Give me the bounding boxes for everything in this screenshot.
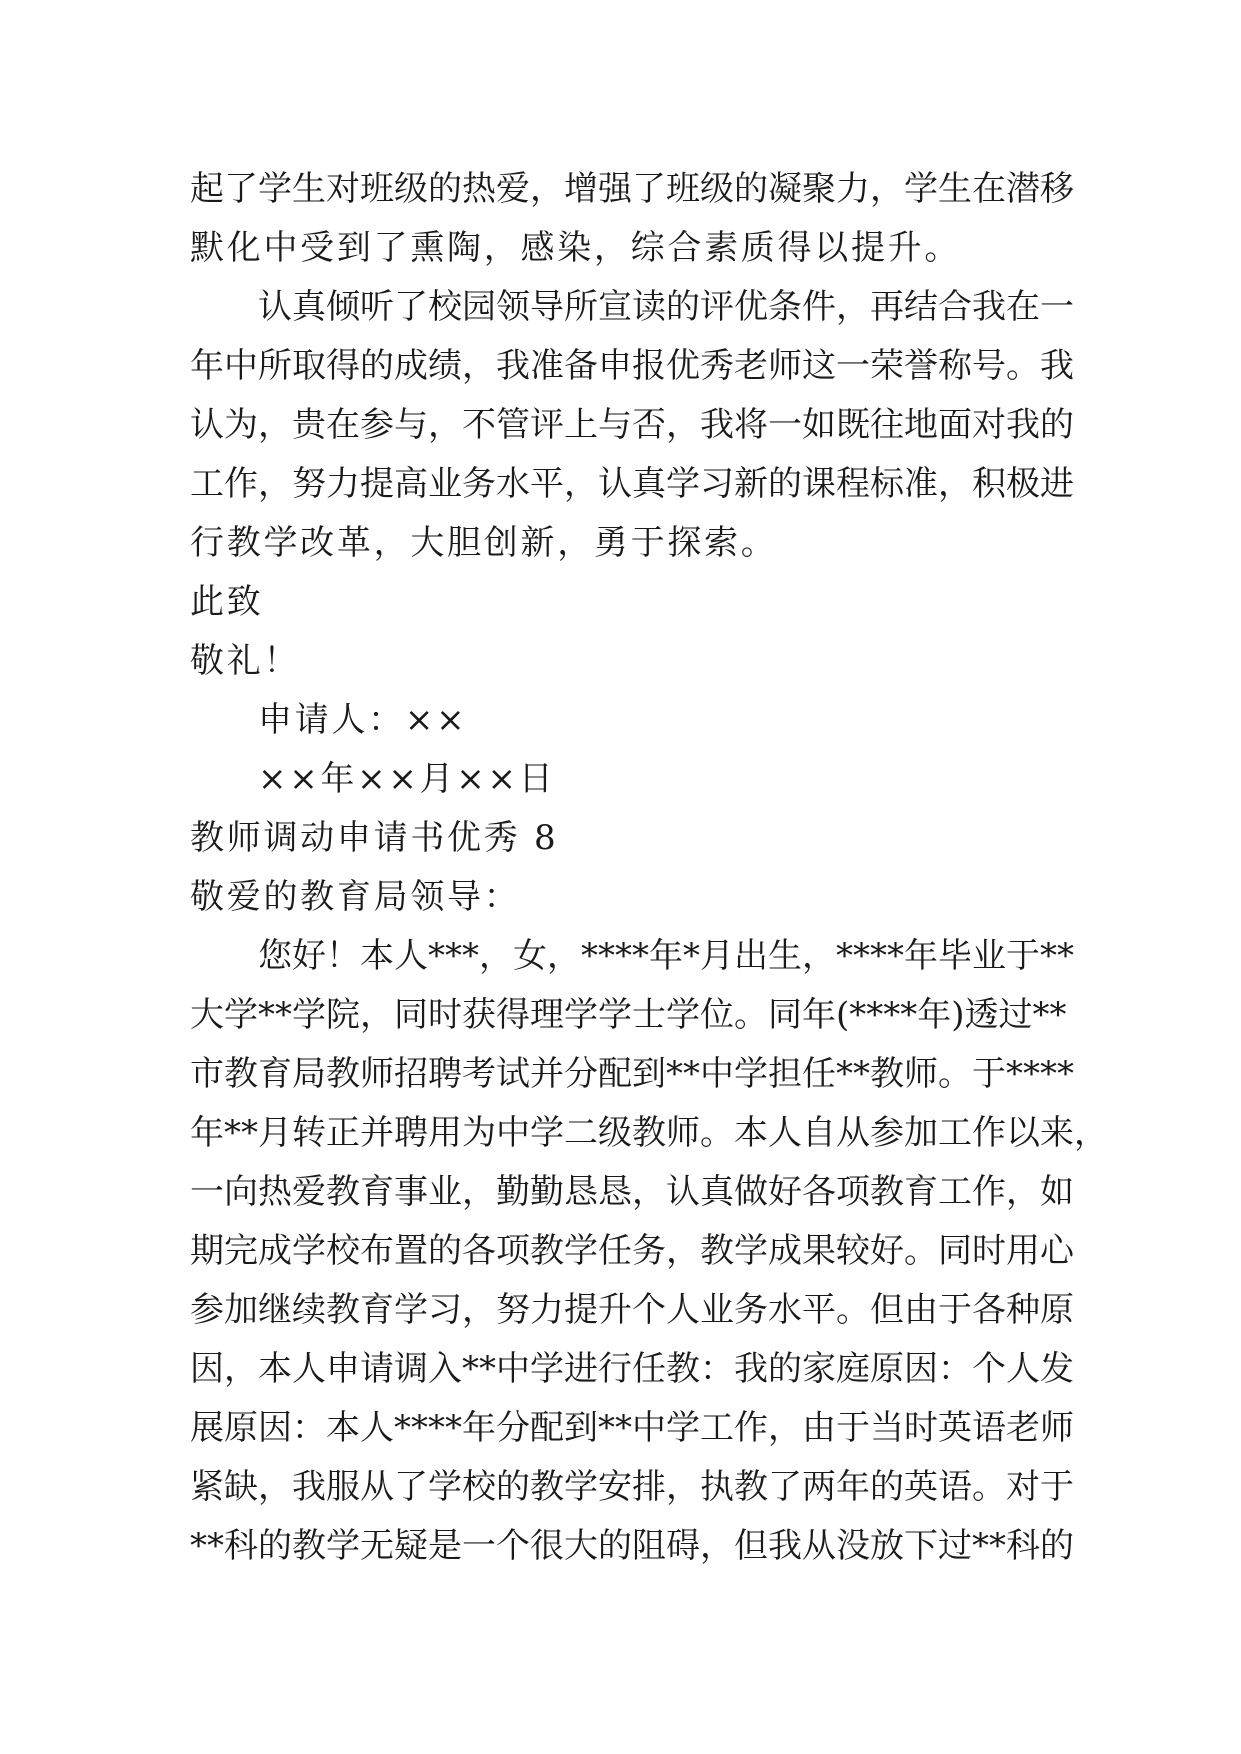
signature-date: ××年××月××日 bbox=[258, 759, 556, 799]
closing-greeting: 此致 bbox=[190, 582, 264, 622]
body-line: 市教育局教师招聘考试并分配到**中学担任**教师。于**** bbox=[190, 1054, 1074, 1094]
body-line: 一向热爱教育事业，勤勤恳恳，认真做好各项教育工作，如 bbox=[190, 1172, 1074, 1212]
salutation: 敬爱的教育局领导： bbox=[190, 877, 521, 917]
closing-salute: 敬礼！ bbox=[190, 641, 301, 681]
body-line: 因，本人申请调入**中学进行任教：我的家庭原因：个人发 bbox=[190, 1349, 1074, 1389]
body-line: 默化中受到了熏陶，感染，综合素质得以提升。 bbox=[190, 228, 962, 268]
section-heading: 教师调动申请书优秀 8 bbox=[190, 818, 559, 858]
body-line: 认为，贵在参与，不管评上与否，我将一如既往地面对我的 bbox=[190, 405, 1074, 445]
body-line: 紧缺，我服从了学校的教学安排，执教了两年的英语。对于 bbox=[190, 1467, 1074, 1507]
body-line: 年中所取得的成绩，我准备申报优秀老师这一荣誉称号。我 bbox=[190, 346, 1074, 386]
applicant-signature: 申请人：×× bbox=[258, 700, 468, 740]
body-line: 行教学改革，大胆创新，勇于探索。 bbox=[190, 523, 778, 563]
document-page bbox=[190, 160, 1108, 1576]
body-line: 大学**学院，同时获得理学学士学位。同年(****年)透过** bbox=[190, 995, 1067, 1035]
body-line: 您好！本人***，女，****年*月出生，****年毕业于** bbox=[258, 936, 1074, 976]
body-line: 认真倾听了校园领导所宣读的评优条件，再结合我在一 bbox=[258, 287, 1074, 327]
body-line: 展原因：本人****年分配到**中学工作，由于当时英语老师 bbox=[190, 1408, 1074, 1448]
body-line: 起了学生对班级的热爱，增强了班级的凝聚力，学生在潜移 bbox=[190, 169, 1074, 209]
body-line: 参加继续教育学习，努力提升个人业务水平。但由于各种原 bbox=[190, 1290, 1074, 1330]
body-line: 工作，努力提高业务水平，认真学习新的课程标准，积极进 bbox=[190, 464, 1074, 504]
body-line: 期完成学校布置的各项教学任务，教学成果较好。同时用心 bbox=[190, 1231, 1074, 1271]
body-line: 年**月转正并聘用为中学二级教师。本人自从参加工作以来， bbox=[190, 1113, 1108, 1153]
body-line: **科的教学无疑是一个很大的阻碍，但我从没放下过**科的 bbox=[190, 1526, 1074, 1566]
